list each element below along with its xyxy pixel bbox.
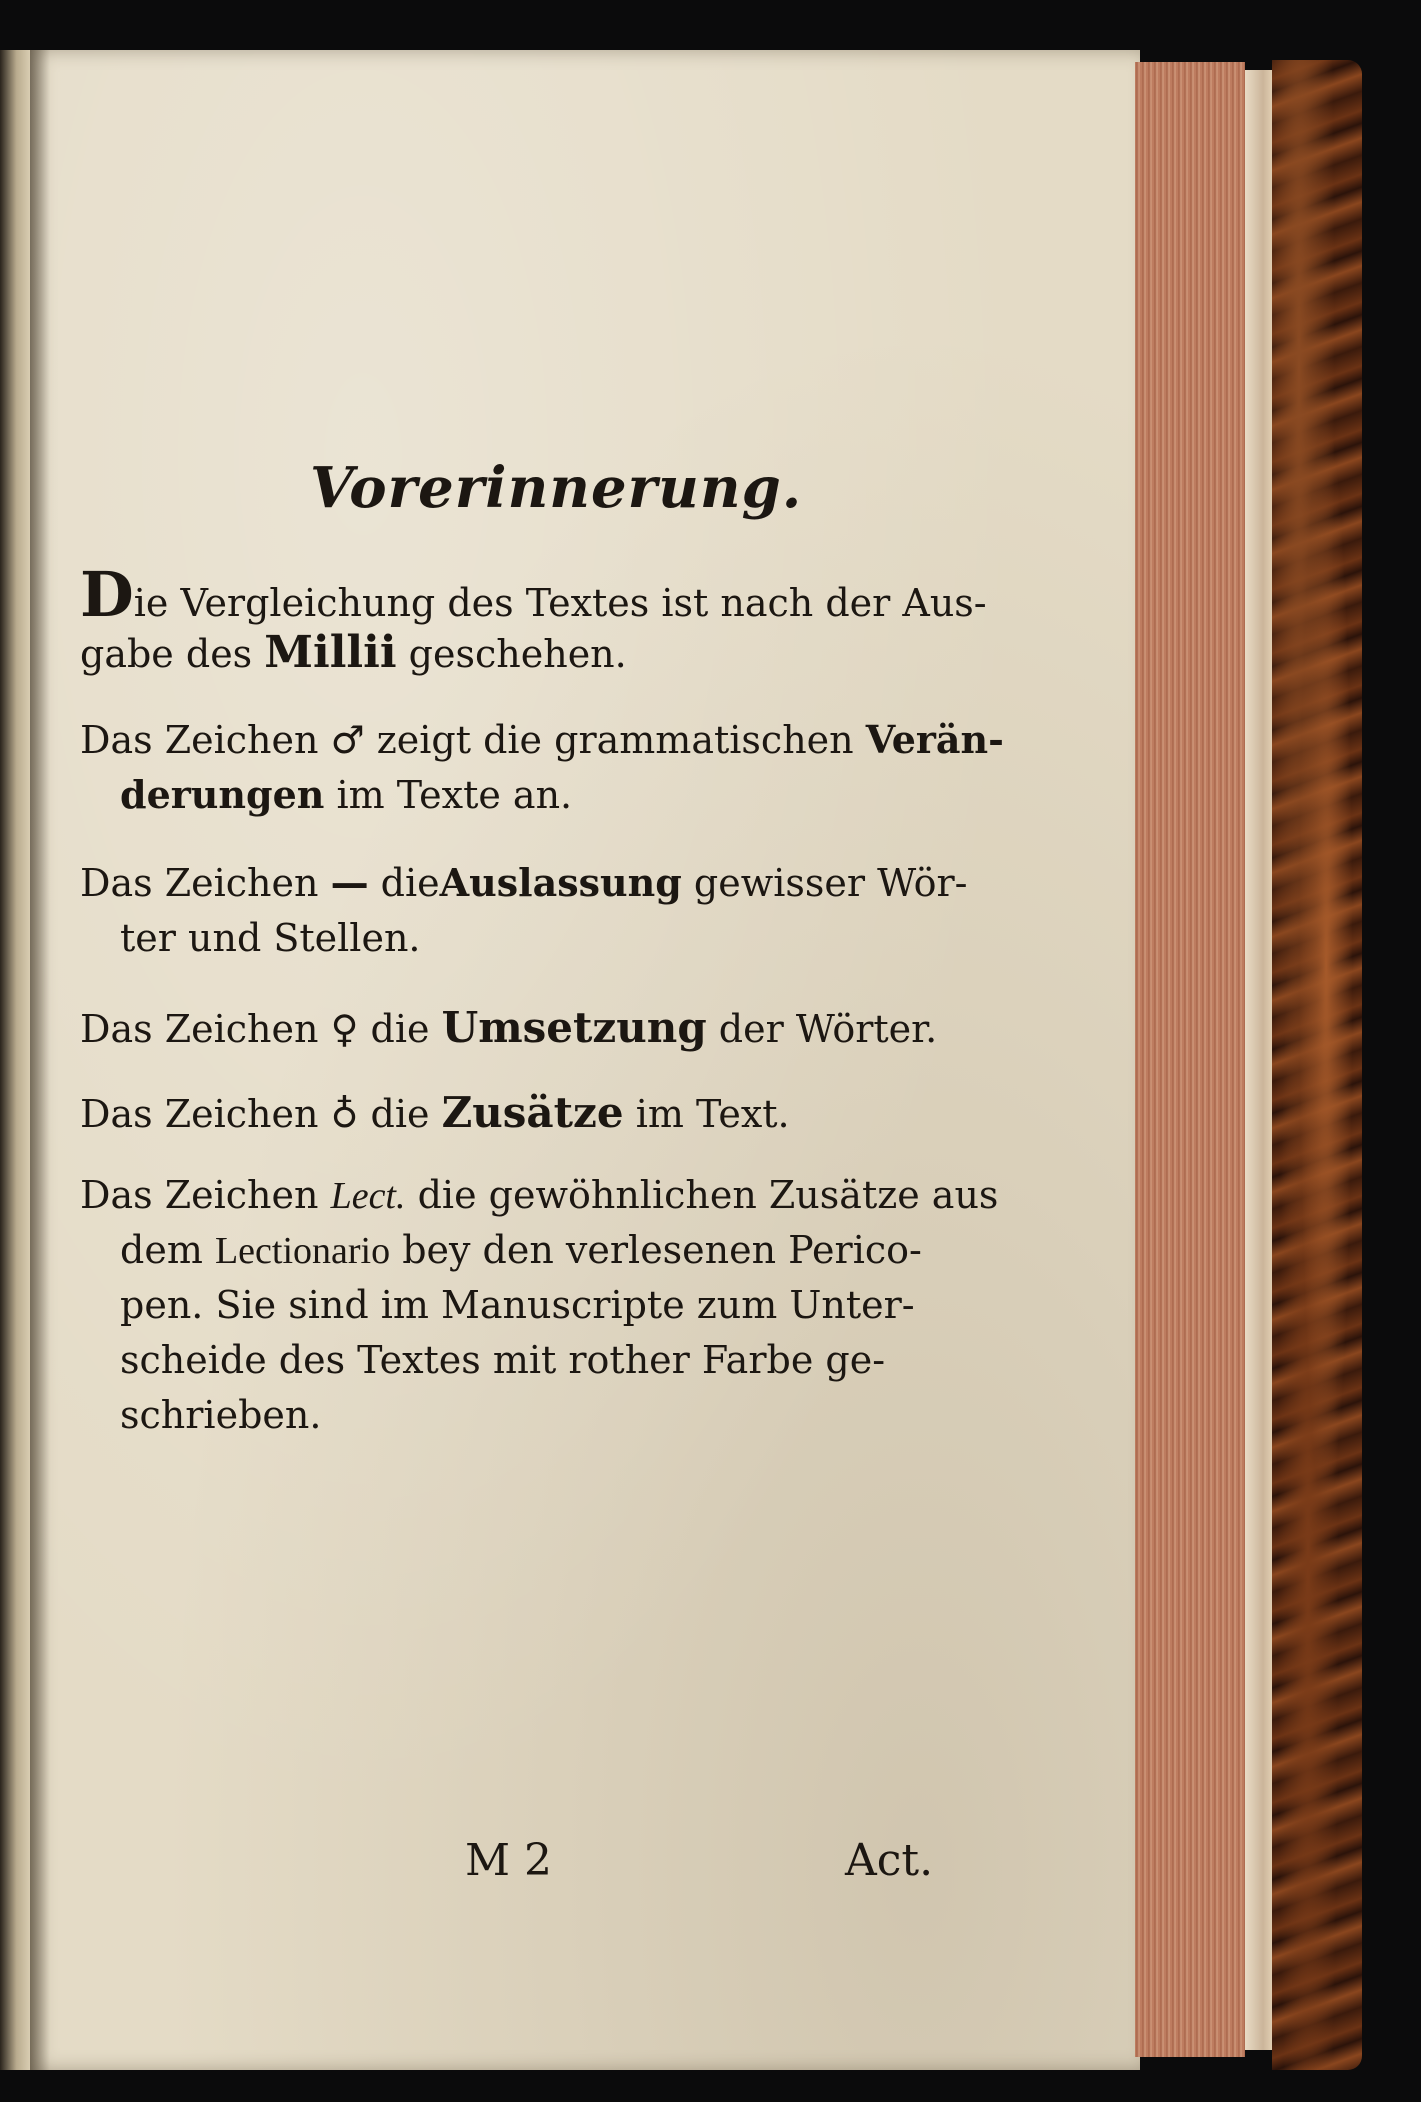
para3-line2 [120, 913, 421, 963]
gutter-shadow [30, 50, 50, 2070]
page-title: Vorerinnerung. [310, 455, 803, 521]
para6-line4 [120, 1335, 885, 1385]
page-text [80, 0, 1004, 2102]
line-text-rest: die gewöhnlichen Zusätze aus [417, 1173, 999, 1217]
marbled-cover [1272, 60, 1362, 2070]
para4-line1 [80, 1003, 937, 1054]
bold-word: Verän- [865, 717, 1004, 762]
line-text-rest: bey den verlesenen Perico- [402, 1228, 922, 1272]
signature-mark: M 2 [465, 1835, 553, 1886]
left-page-edge [0, 50, 30, 2070]
para3-line1 [80, 858, 968, 908]
grammar-symbol-icon: ♂ [330, 718, 365, 762]
bold-word: Zusätze [441, 1088, 624, 1137]
para5-line1 [80, 1088, 790, 1139]
latin-word: Lectionario [214, 1230, 391, 1272]
para1-line2 [80, 628, 627, 679]
page-edges-light [1245, 70, 1275, 2050]
line-text: Das Zeichen [80, 861, 319, 905]
line-text-rest: im Texte an. [336, 773, 573, 817]
para1-line1 [80, 558, 987, 631]
line-text: pen. Sie sind im Manuscripte zum Unter- [120, 1283, 915, 1327]
lect-abbrev: Lect. [330, 1175, 406, 1217]
line-text-rest: die [370, 1007, 430, 1051]
para6-line2 [120, 1225, 922, 1276]
line-text-rest: die [370, 1092, 430, 1136]
line-text-rest: zeigt die grammatischen [376, 718, 854, 762]
transposition-symbol-icon: ♀ [330, 1007, 359, 1051]
line-text: ie Vergleichung des Textes ist nach der Aus- [133, 581, 987, 625]
addition-symbol-icon: ♁ [330, 1092, 359, 1136]
para6-line3 [120, 1280, 915, 1330]
catchword: Act. [845, 1835, 934, 1886]
bold-word: Auslassung [439, 860, 682, 905]
line-text: dem [120, 1228, 203, 1272]
para2-line2 [120, 770, 572, 820]
line-text: Das Zeichen [80, 1092, 319, 1136]
line-text: scheide des Textes mit rother Farbe ge- [120, 1338, 886, 1382]
drop-initial: D [80, 558, 134, 631]
para6-line5 [120, 1390, 321, 1440]
bold-word: Umsetzung [441, 1003, 707, 1052]
line-text-rest2: gewisser Wör- [693, 861, 968, 905]
page-edges [1135, 62, 1245, 2057]
line-text: ter und Stellen. [120, 916, 421, 960]
line-text: Das Zeichen [80, 1173, 319, 1217]
line-text-rest: geschehen. [408, 632, 627, 676]
bold-word: derungen [120, 772, 325, 817]
dash-symbol-icon: — [330, 861, 369, 905]
para2-line1 [80, 715, 1004, 765]
para6-line1 [80, 1170, 998, 1221]
author-name: Millii [264, 627, 397, 678]
line-text: Das Zeichen [80, 718, 319, 762]
line-text-rest: die [380, 861, 440, 905]
line-text-rest2: der Wörter. [718, 1007, 938, 1051]
line-text: gabe des [80, 632, 253, 676]
line-text: Das Zeichen [80, 1007, 319, 1051]
line-text-rest2: im Text. [635, 1092, 790, 1136]
line-text: schrieben. [120, 1393, 322, 1437]
